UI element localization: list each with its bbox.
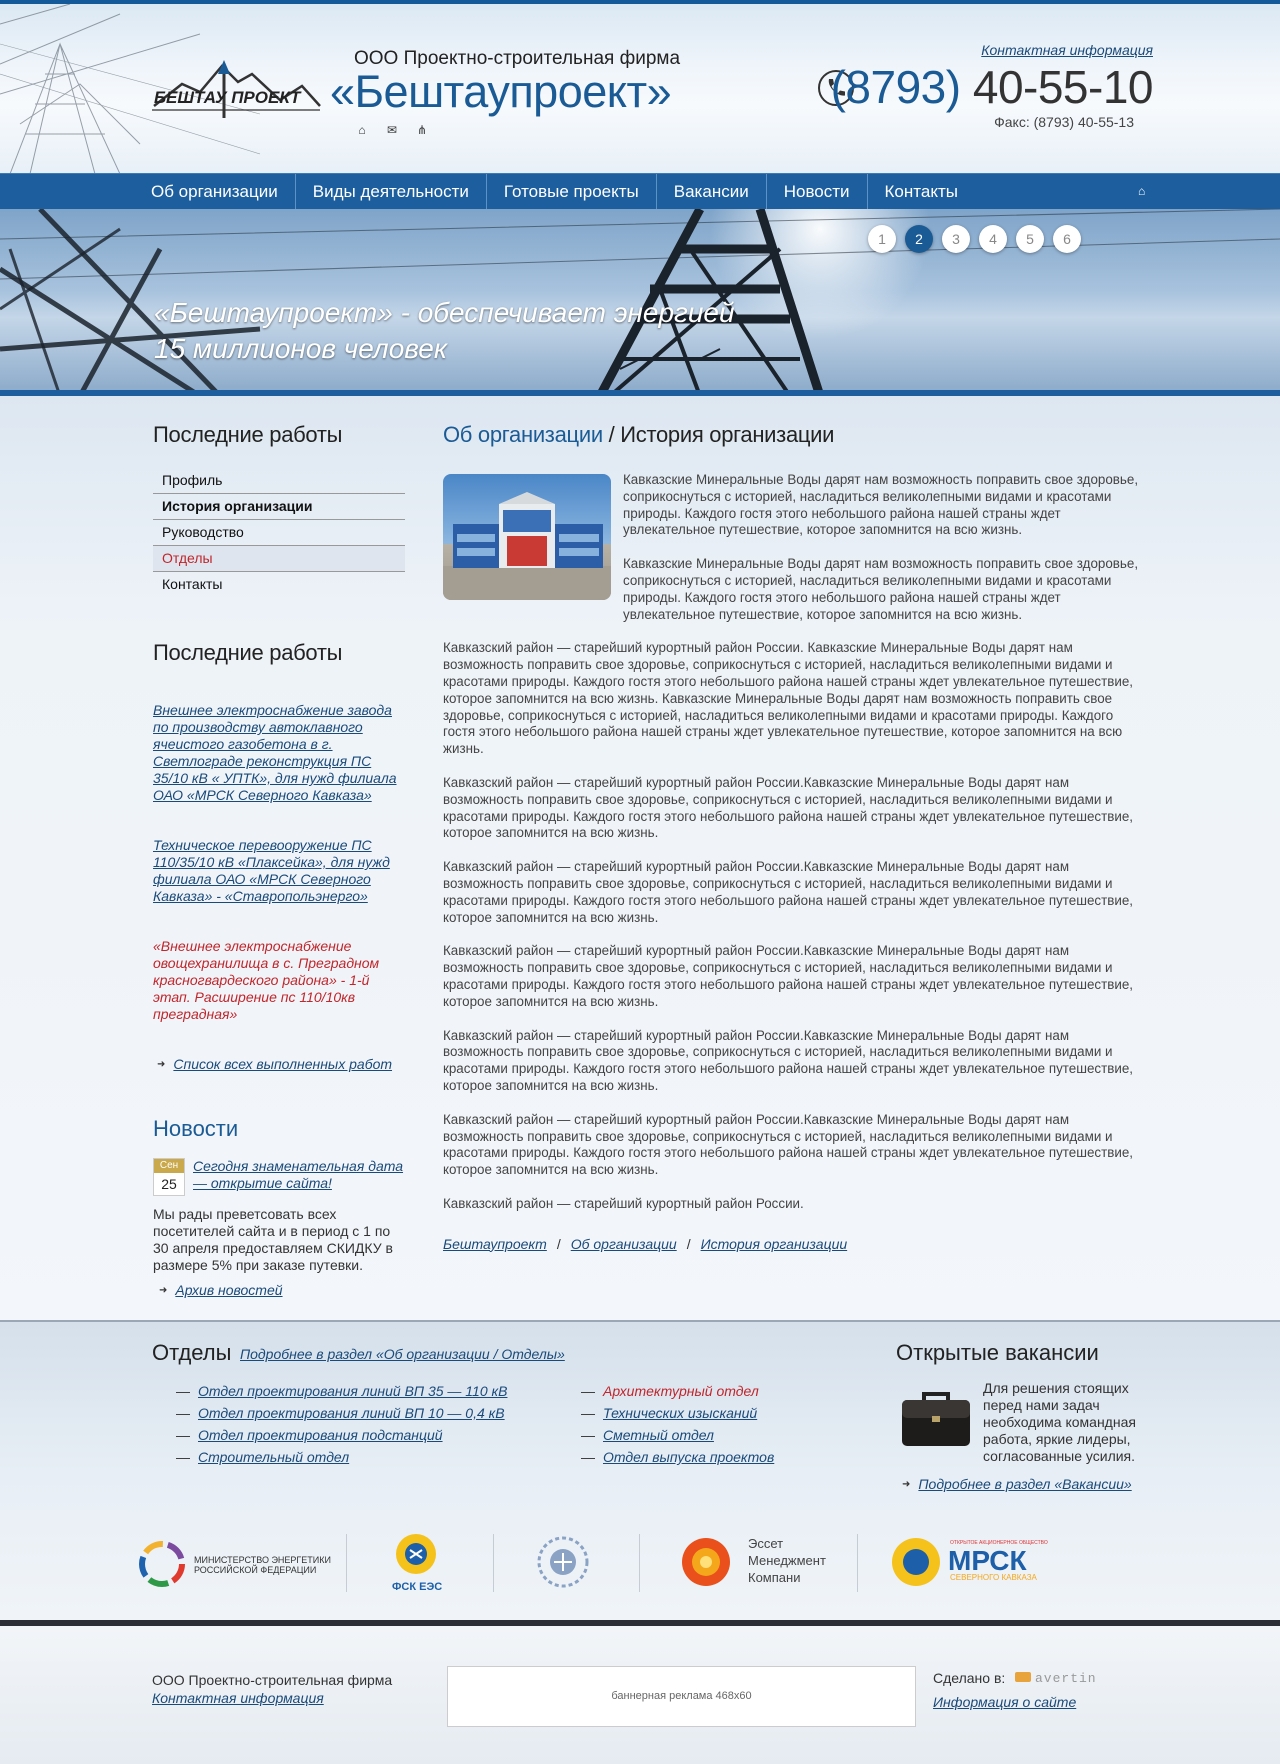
title-crumb-link[interactable]: Об организации (443, 422, 603, 447)
mrsk-text: МРСК (948, 1545, 1027, 1576)
slide-dot-active[interactable]: 2 (905, 225, 933, 253)
site-info-link[interactable]: Информация о сайте (933, 1694, 1077, 1710)
sidebar-menu-title: Последние работы (153, 422, 343, 447)
departments-list-right (581, 1380, 774, 1468)
phone-code: (8793) (830, 61, 961, 113)
article-body (443, 472, 1140, 1213)
article-paragraph: Кавказский район — старейший курортный район России.Кавказские Минеральные Воды дарят нам возможность поправить свое здоровье, соприкоснуться с историей, насладиться великолепными видами и красотами природы. Каждого гостя этого небольшого района нашей страны ждет увлекательное путешествие, которое запомнится на всю жизнь. (443, 774, 1133, 841)
article-paragraph: Кавказский район — старейший курортный район России.Кавказские Минеральные Воды дарят нам возможность поправить свое здоровье, соприкоснуться с историей, насладиться великолепными видами и красотами природы. Каждого гостя этого небольшого района нашей страны ждет увлекательное путешествие, которое запомнится на всю жизнь. (443, 1111, 1133, 1178)
news-title: Новости (153, 1116, 239, 1141)
made-by-label: Сделано в: (933, 1670, 1006, 1686)
department-item (581, 1402, 774, 1424)
slide-dot[interactable]: 3 (942, 225, 970, 253)
dash: — (176, 1383, 190, 1399)
banner-line-1: «Бештаупроект» - обеспечивает энергией (154, 297, 735, 328)
department-link[interactable]: Технических изысканий (603, 1405, 758, 1421)
esset-management-logo[interactable] (682, 1536, 826, 1586)
briefcase-icon (896, 1388, 976, 1450)
content-area (443, 422, 1140, 1252)
breadcrumb-history[interactable]: История организации (700, 1235, 848, 1252)
banner-ad-placeholder[interactable]: баннерная реклама 468х60 (447, 1666, 916, 1727)
ministry-line-2: РОССИЙСКОЙ ФЕДЕРАЦИИ (194, 1565, 317, 1575)
dash: — (581, 1427, 595, 1443)
news-archive-row (153, 1282, 405, 1298)
work-link[interactable]: Внешнее электроснабжение завода по производству автоклавного ячеистого газобетона в г. Светлограде реконструкция ПС 35/10 кВ « УПТК», для нужд филиала ОАО «МРСК Северного Кавказа» (153, 702, 397, 803)
dash: — (176, 1405, 190, 1421)
departments-list-left (176, 1380, 507, 1468)
sidebar-item-departments[interactable]: Отделы (153, 546, 405, 572)
sidebar (153, 422, 405, 1298)
breadcrumb-separator: / (556, 1235, 561, 1252)
esset-line-1: Эссет (748, 1536, 784, 1551)
vacancies-title: Открытые вакансии (896, 1340, 1099, 1365)
nav-item-vacancies[interactable]: Вакансии (657, 174, 767, 209)
all-works-row (153, 1056, 405, 1072)
title-current: История организации (620, 422, 835, 447)
department-link[interactable]: Отдел проектирования линий ВП 10 — 0,4 кВ (198, 1405, 505, 1421)
sitemap-icon[interactable]: ⋔ (416, 123, 428, 137)
news-archive-link[interactable]: Архив новостей (175, 1282, 283, 1298)
slide-pager (868, 225, 1081, 253)
department-link[interactable]: Отдел проектирования подстанций (198, 1427, 443, 1443)
sidebar-menu (153, 468, 405, 598)
building-illustration (443, 474, 611, 600)
main-area (0, 396, 1280, 1320)
department-link[interactable]: Отдел выпуска проектов (603, 1449, 775, 1465)
mrsk-top-text: ОТКРЫТОЕ АКЦИОНЕРНОЕ ОБЩЕСТВО (950, 1540, 1048, 1546)
phone-main: 40-55-10 (972, 61, 1153, 113)
hero-banner (0, 209, 1280, 396)
breadcrumb (443, 1236, 1140, 1252)
arrow-right-icon: ➜ (902, 1478, 911, 1490)
home-icon[interactable]: ⌂ (358, 123, 366, 137)
department-link[interactable]: Отдел проектирования линий ВП 35 — 110 кВ (198, 1383, 508, 1399)
departments-title: Отделы (152, 1340, 232, 1365)
recent-works-title: Последние работы (153, 640, 343, 665)
department-item (581, 1424, 774, 1446)
article-paragraph: Кавказский район — старейший курортный район России.Кавказские Минеральные Воды дарят нам возможность поправить свое здоровье, соприкоснуться с историей, насладиться великолепными видами и красотами природы. Каждого гостя этого небольшого района нашей страны ждет увлекательное путешествие, которое запомнится на всю жизнь. (443, 859, 1133, 925)
vacancies-text: Для решения стоящих перед нами задач необходима командная работа, яркие лидеры, согласованные усилия. (983, 1380, 1136, 1464)
esset-line-2: Менеджмент (748, 1553, 826, 1568)
department-item (581, 1446, 774, 1468)
article-paragraph: Кавказские Минеральные Воды дарят нам возможность поправить свое здоровье, соприкоснуться с историей, насладиться великолепными видами и красотами природы. Каждого гостя этого небольшого района нашей страны ждет увлекательное путешествие, которое запомнится на всю жизнь. (623, 556, 1139, 622)
arrow-right-icon: ➜ (159, 1284, 168, 1296)
rushydro-logo[interactable] (539, 1538, 587, 1586)
departments-more-link[interactable]: Подробнее в раздел «Об организации / Отделы» (240, 1346, 565, 1362)
slide-dot[interactable]: 1 (868, 225, 896, 253)
banner-line-2: 15 миллионов человек (154, 333, 448, 364)
header-icon-bar (354, 123, 430, 137)
article-paragraph: Кавказские Минеральные Воды дарят нам возможность поправить свое здоровье, соприкоснуться с историей, насладиться великолепными видами и красотами природы. Каждого гостя этого небольшого района нашей страны ждет увлекательное путешествие, которое запомнится на всю жизнь. (623, 472, 1139, 538)
sidebar-item-management[interactable]: Руководство (153, 520, 405, 546)
departments-section (0, 1320, 1280, 1620)
slide-dot[interactable]: 4 (979, 225, 1007, 253)
building-photo (443, 474, 611, 600)
mail-icon[interactable]: ✉ (386, 123, 398, 137)
footer-contact-link[interactable]: Контактная информация (152, 1690, 324, 1706)
esset-line-3: Компани (748, 1570, 801, 1585)
nav-item-projects[interactable]: Готовые проекты (487, 174, 657, 209)
calendar-icon (153, 1158, 185, 1196)
mrsk-sub-text: СЕВЕРНОГО КАВКАЗА (950, 1573, 1037, 1582)
developer-logo[interactable] (1015, 1669, 1129, 1685)
vacancies-more-row (898, 1476, 1132, 1492)
fsk-ees-logo[interactable] (392, 1534, 442, 1593)
news-day: 25 (161, 1176, 177, 1192)
sidebar-item-contacts[interactable]: Контакты (162, 576, 223, 592)
firm-subtitle: ООО Проектно-строительная фирма (354, 48, 681, 69)
firm-name: «Бештаупроект» (330, 66, 672, 117)
news-link[interactable]: Сегодня знаменательная дата — открытие сайта! (193, 1158, 404, 1191)
breadcrumb-about[interactable]: Об организации (570, 1235, 677, 1252)
fax-number: Факс: (8793) 40-55-13 (994, 114, 1134, 130)
ministry-energy-logo[interactable] (142, 1544, 331, 1584)
nav-home-icon[interactable]: ⌂ (1138, 184, 1146, 198)
dash: — (581, 1405, 595, 1421)
breadcrumb-home[interactable]: Бештаупроект (443, 1235, 547, 1252)
recent-works-list (153, 702, 405, 1023)
nav-item-contacts[interactable]: Контакты (884, 182, 958, 201)
department-item (176, 1402, 507, 1424)
article-paragraph: Кавказский район — старейший курортный район России.Кавказские Минеральные Воды дарят нам возможность поправить свое здоровье, соприкоснуться с историей, насладиться великолепными видами и красотами природы. Каждого гостя этого небольшого района нашей страны ждет увлекательное путешествие, которое запомнится на всю жизнь. (443, 1027, 1133, 1093)
slide-dot[interactable]: 6 (1053, 225, 1081, 253)
dash: — (176, 1449, 190, 1465)
department-item (581, 1380, 774, 1402)
fsk-text: ФСК ЕЭС (392, 1581, 443, 1593)
arrow-right-icon: ➜ (157, 1058, 166, 1070)
phone-number (831, 60, 1153, 114)
partner-logos (136, 1530, 1076, 1594)
department-link-hover[interactable]: Архитектурный отдел (603, 1383, 759, 1399)
contact-info-link[interactable]: Контактная информация (981, 42, 1153, 58)
ministry-line-1: МИНИСТЕРСТВО ЭНЕРГЕТИКИ (194, 1555, 331, 1565)
svg-text:БЕШТАУ ПРОЕКТ: БЕШТАУ ПРОЕКТ (154, 88, 301, 107)
footer-firm: ООО Проектно-строительная фирма (152, 1672, 393, 1688)
dash: — (176, 1427, 190, 1443)
main-navigation (0, 173, 1280, 209)
nav-item-activities[interactable]: Виды деятельности (296, 174, 487, 209)
title-crumb-separator: / (608, 422, 615, 447)
sidebar-item-history[interactable]: История организации (153, 494, 405, 520)
department-item (176, 1380, 507, 1402)
all-works-link[interactable]: Список всех выполненных работ (173, 1056, 393, 1072)
dash: — (581, 1383, 595, 1399)
banner-headline (154, 295, 735, 367)
department-item (176, 1446, 507, 1468)
mrsk-logo[interactable] (892, 1538, 1048, 1586)
slide-dot[interactable]: 5 (1016, 225, 1044, 253)
news-month: Сен (154, 1159, 184, 1173)
news-item (153, 1158, 405, 1196)
work-link-hover[interactable]: «Внешнее электроснабжение овощехранилища в с. Преградном красногвардеского района» - 1-й этап. Расширение пс 110/10кв преградная» (153, 938, 380, 1022)
article-paragraph: Кавказский район — старейший курортный район России. Кавказские Минеральные Воды дарят нам возможность поправить свое здоровье, соприкоснуться с историей, насладиться великолепными видами и красотами природы. Каждого гостя этого небольшого района нашей страны ждет увлекательное путешествие, которое запомнится на всю жизнь. Кавказские Минеральные Воды дарят нам возможность поправить свое здоровье, соприкоснуться с историей, насладиться великолепными видами и красотами природы. Каждого гостя этого небольшого района нашей страны ждет увлекательное путешествие, которое запомнится на всю жизнь. (443, 640, 1133, 757)
article-paragraph: Кавказский район — старейший курортный район России. (443, 1195, 804, 1211)
news-text: Мы рады преветсовать всех посетителей сайта и в период с 1 по 30 апреля предоставляем СКИДКУ в размере 5% при заказе путевки. (153, 1206, 393, 1273)
work-link[interactable]: Техническое перевооружение ПС 110/35/10 кВ «Плаксейка», для нужд филиала ОАО «МРСК Северного Кавказа» - «Ставропольэнерго» (153, 837, 390, 904)
nav-item-news[interactable]: Новости (767, 174, 868, 209)
site-header (0, 0, 1280, 173)
site-footer (0, 1620, 1280, 1764)
page-title (443, 422, 1140, 448)
company-logo[interactable] (152, 56, 322, 130)
vacancies-more-link[interactable]: Подробнее в раздел «Вакансии» (918, 1476, 1132, 1492)
nav-item-about[interactable]: Об организации (136, 174, 296, 209)
department-link[interactable]: Сметный отдел (603, 1427, 714, 1443)
developer-logo-text: avertin (1035, 1671, 1097, 1685)
article-paragraph: Кавказский район — старейший курортный район России.Кавказские Минеральные Воды дарят нам возможность поправить свое здоровье, соприкоснуться с историей, насладиться великолепными видами и красотами природы. Каждого гостя этого небольшого района нашей страны ждет увлекательное путешествие, которое запомнится на всю жизнь. (443, 943, 1133, 1009)
sidebar-item-profile[interactable]: Профиль (153, 468, 405, 494)
department-item (176, 1424, 507, 1446)
dash: — (581, 1449, 595, 1465)
breadcrumb-separator: / (686, 1235, 691, 1252)
department-link[interactable]: Строительный отдел (198, 1449, 350, 1465)
